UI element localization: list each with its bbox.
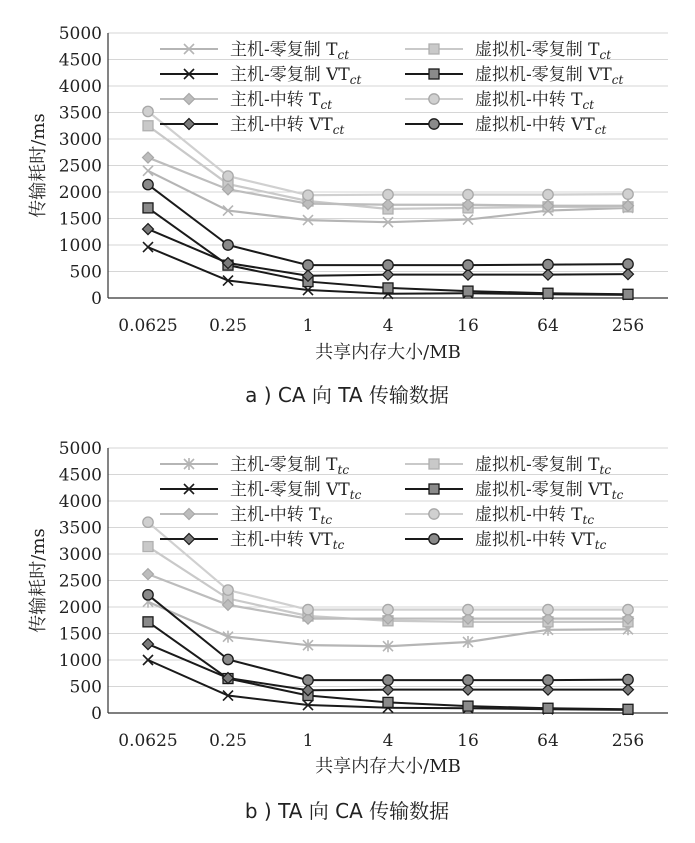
legend-marker [184,119,195,130]
y-tick-label: 2500 [58,571,102,592]
y-tick-label: 1000 [58,236,102,256]
legend-entry [405,115,606,137]
legend-marker [184,509,195,520]
data-point [543,675,553,685]
figure-caption: a ) CA 向 TA 传输数据 [245,383,449,407]
data-point [463,675,473,685]
y-tick-label: 4000 [58,492,102,512]
data-point [383,189,393,199]
y-tick-label: 3500 [58,518,102,539]
data-point [543,259,553,269]
y-tick-label: 1000 [58,651,102,671]
x-tick-label: 0.25 [209,731,247,751]
series-polyline [148,208,628,294]
data-point [543,269,554,280]
data-point [143,152,154,163]
y-tick-label: 500 [69,262,102,283]
x-tick-label: 4 [382,316,394,336]
data-point [143,203,153,213]
data-point [303,604,313,614]
data-point [623,604,633,614]
data-point [143,590,153,600]
x-tick-label: 4 [382,731,394,751]
x-tick-label: 64 [537,316,559,336]
x-axis-title: 共享内存大小/MB [315,756,461,777]
data-point [543,288,553,298]
legend-label: 虚拟机-中转 $T_{ct}$ [475,90,595,112]
legend [160,40,623,137]
data-point [623,259,633,269]
y-tick-label: 2500 [58,156,102,177]
chart-a [28,24,668,407]
data-point [543,604,553,614]
data-point [623,704,633,714]
legend-entry [405,455,611,477]
legend-label: 主机-中转 $VT_{ct}$ [230,115,345,137]
x-tick-label: 0.25 [209,316,247,336]
legend-label: 主机-零复制 $T_{tc}$ [230,455,350,477]
legend [160,455,624,552]
legend-label: 虚拟机-零复制 $VT_{ct}$ [475,65,624,87]
legend-label: 主机-零复制 $T_{ct}$ [230,40,350,62]
data-point [223,240,233,250]
data-point [463,701,473,711]
legend-entry [160,480,362,502]
legend-marker [184,534,195,545]
legend-entry [405,505,594,527]
legend-label: 主机-零复制 $VT_{ct}$ [230,65,362,87]
data-point [623,269,634,280]
data-point [383,675,393,685]
data-point [463,260,473,270]
series-line [143,569,634,625]
data-point [623,684,634,695]
legend-entry [405,40,611,62]
figure-caption: b ) TA 向 CA 传输数据 [244,799,450,823]
data-point [623,674,633,684]
legend-label: 主机-中转 $T_{tc}$ [230,505,333,527]
y-tick-label: 0 [91,704,102,724]
y-tick-label: 0 [91,289,102,309]
legend-marker [429,509,439,519]
y-tick-label: 2000 [58,598,102,618]
legend-label: 虚拟机-中转 $VT_{ct}$ [475,115,607,137]
y-tick-label: 2000 [58,183,102,203]
legend-label: 虚拟机-零复制 $VT_{tc}$ [475,480,624,502]
data-point [383,604,393,614]
legend-marker [429,94,439,104]
series-line [143,224,634,282]
data-point [143,517,153,527]
legend-label: 虚拟机-中转 $T_{tc}$ [475,505,595,527]
series-line [143,203,633,299]
legend-label: 主机-中转 $T_{ct}$ [230,90,333,112]
data-point [383,260,393,270]
x-tick-label: 1 [302,316,314,336]
legend-entry [160,65,361,87]
data-point [463,189,473,199]
data-point [623,189,633,199]
legend-entry [160,505,332,527]
data-point [143,224,154,235]
legend-entry [405,65,623,87]
legend-entry [405,530,607,552]
series-polyline [148,622,628,709]
data-point [463,604,473,614]
legend-label: 虚拟机-中转 $VT_{tc}$ [475,530,607,552]
legend-label: 虚拟机-零复制 $T_{tc}$ [475,455,612,477]
data-point [223,654,233,664]
legend-entry [405,90,594,112]
x-tick-label: 256 [611,316,645,336]
x-tick-label: 64 [537,731,559,751]
y-tick-label: 1500 [58,209,102,230]
data-point [303,675,313,685]
legend-label: 主机-中转 $VT_{tc}$ [230,530,345,552]
y-tick-label: 1500 [58,624,102,645]
legend-entry [160,40,349,62]
data-point [543,703,553,713]
y-tick-label: 3500 [58,103,102,124]
data-point [223,585,233,595]
data-point [543,189,553,199]
data-point [143,179,153,189]
chart-b [28,439,668,823]
legend-entry [160,530,345,552]
data-point [143,569,154,580]
legend-marker [429,44,439,54]
legend-marker [429,459,439,469]
data-point [463,286,473,296]
legend-entry [160,455,349,477]
data-point [143,617,153,627]
data-point [383,283,393,293]
legend-entry [160,115,344,137]
data-point [623,289,633,299]
x-tick-label: 16 [457,731,479,751]
data-point [383,697,393,707]
x-tick-label: 1 [302,731,314,751]
legend-marker [429,484,439,494]
y-axis-title: 传输耗时/ms [28,528,49,633]
y-tick-label: 5000 [58,439,102,459]
legend-entry [160,90,332,112]
data-point [143,639,154,650]
legend-marker [429,69,439,79]
x-axis-title: 共享内存大小/MB [315,342,461,363]
y-tick-label: 5000 [58,24,102,44]
legend-marker [184,94,195,105]
legend-label: 主机-零复制 $VT_{tc}$ [230,480,362,502]
x-tick-label: 0.0625 [118,731,178,751]
y-tick-label: 4500 [58,465,102,486]
y-tick-label: 3000 [58,130,102,150]
data-point [303,190,313,200]
series-line [143,152,634,211]
legend-label: 虚拟机-零复制 $T_{ct}$ [475,40,612,62]
x-tick-label: 256 [611,731,645,751]
data-point [223,171,233,181]
data-point [143,542,153,552]
data-point [143,121,153,131]
legend-marker [429,534,439,544]
x-tick-label: 0.0625 [118,316,178,336]
y-tick-label: 4000 [58,77,102,97]
legend-marker [429,119,439,129]
y-tick-label: 4500 [58,50,102,71]
y-tick-label: 500 [69,677,102,698]
data-point [303,260,313,270]
y-axis-title: 传输耗时/ms [28,113,49,218]
y-tick-label: 3000 [58,545,102,565]
data-point [143,106,153,116]
x-tick-label: 16 [457,316,479,336]
legend-entry [405,480,624,502]
